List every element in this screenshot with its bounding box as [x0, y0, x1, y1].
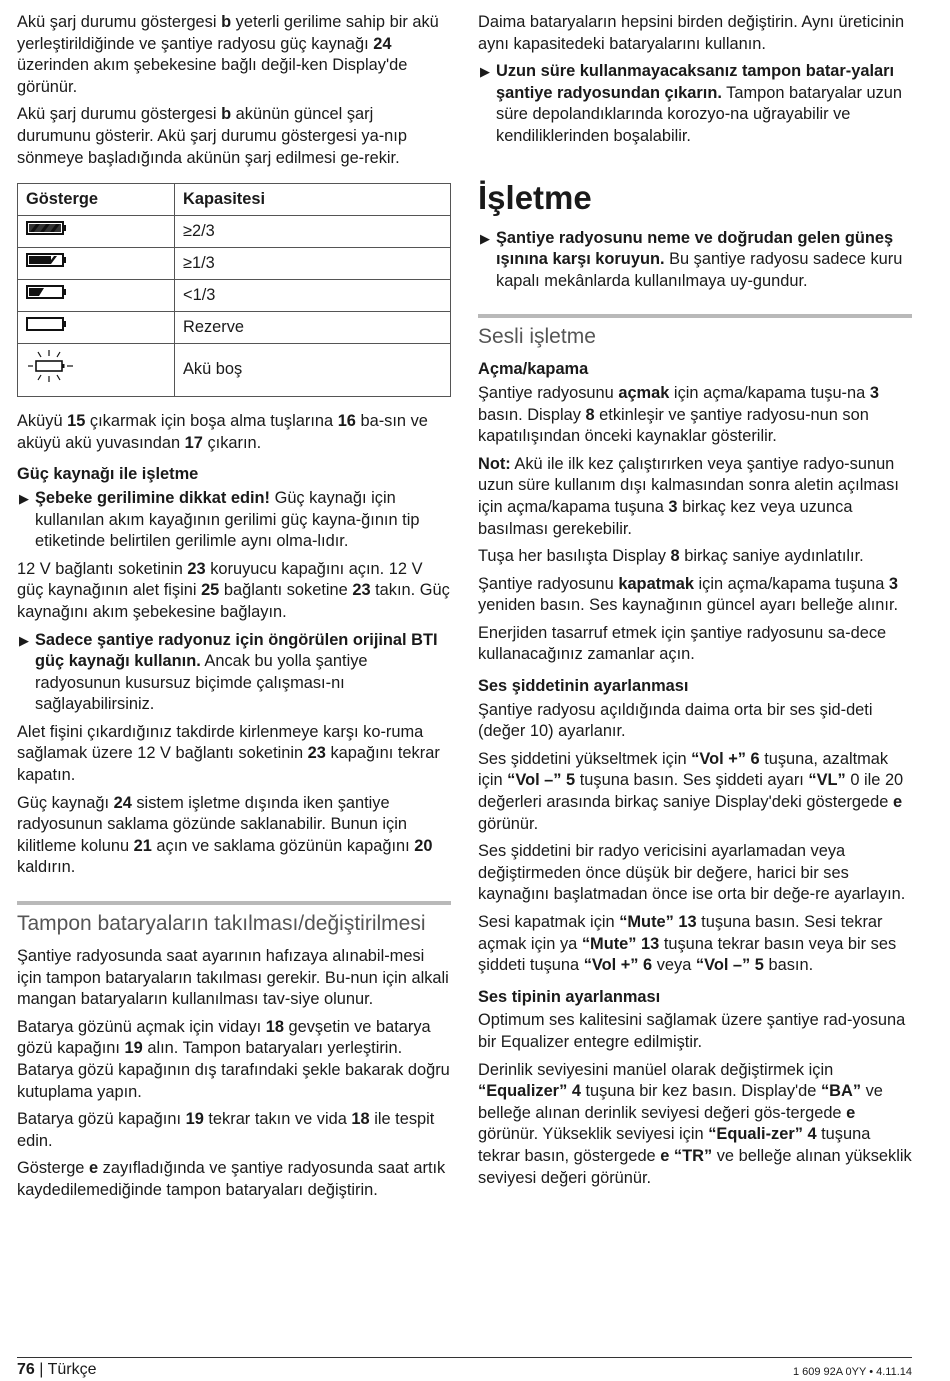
table-row	[18, 280, 451, 312]
footer-language: Türkçe	[47, 1361, 97, 1378]
paragraph: Alet fişini çıkardığınız takdirde kirlenmeye karşı ko-ruma sağlamak üzere 12 V bağlantı soketinin 23 kapağını tekrar kapatın.	[17, 722, 440, 785]
triangle-bullet-icon: ▶	[19, 490, 29, 506]
battery-full-icon	[26, 220, 68, 236]
table-header: Gösterge	[18, 184, 175, 216]
paragraph: Sesi kapatmak için “Mute” 13 tuşuna basın. Sesi tekrar açmak için ya “Mute” 13 tuşuna tekrar basın veya bir ses şiddeti tuşuna “Vol +” 6 veya “Vol –” 5 basın.	[478, 913, 897, 975]
paragraph: Şantiye radyosunda saat ayarının hafızaya alınabil-mesi için tampon bataryaların takılması gerekir. Bu-nun için alkali mangan bataryaların kullanılması tav-siye olunur.	[17, 947, 449, 1009]
table-header-row	[18, 184, 451, 216]
triangle-bullet-icon: ▶	[19, 632, 29, 648]
paragraph: Derinlik seviyesini manüel olarak değiştirmek için “Equalizer” 4 tuşuna bir kez basın. Display'de “BA” ve belleğe alınan derinlik seviyesi değeri gös-tergede e görünür. Yükseklik seviyesi için “Equali-zer” 4 tuşuna tekrar basın, göstergede e “TR” ve belleğe alınan yükseklik seviyesi değeri görünür.	[478, 1060, 912, 1187]
page-heading: İşletme	[478, 178, 592, 216]
table-header: Kapasitesi	[175, 184, 451, 216]
paragraph: Daima bataryaların hepsini birden değiştirin. Aynı üreticinin aynı kapasitedeki bataryalarını kullanın.	[478, 13, 905, 53]
footer-separator: |	[39, 1361, 44, 1378]
paragraph: Şantiye radyosunu açmak için açma/kapama tuşu-na 3 basın. Display 8 etkinleşir ve şantiye radyosu-nun son kapatılışından önceki kaynaklar gösterilir.	[478, 383, 879, 446]
footer-divider	[17, 1357, 912, 1358]
paragraph: Akü şarj durumu göstergesi b yeterli gerilime sahip bir akü yerleştirildiğinde ve şantiye radyosu güç kaynağı 24 üzerinden akım şebekesine bağlı değil-ken Display'de görünür.	[17, 13, 439, 96]
triangle-bullet-icon: ▶	[480, 64, 490, 80]
battery-empty-icon	[26, 316, 68, 332]
section-title: Sesli işletme	[478, 314, 912, 349]
bullet-item: ▶ Sadece şantiye radyonuz için öngörülen orijinal BTI güç kaynağı kullanın. Ancak bu yolla şantiye radyosunun kusursuz biçimde çalışması-nı sağlayabilirsiniz.	[19, 630, 438, 714]
paragraph: Gösterge e zayıfladığında ve şantiye radyosunda saat artık kaydedilemediğinde tampon bataryaları değiştirin.	[17, 1159, 446, 1199]
paragraph: Akü şarj durumu göstergesi b akünün güncel şarj durumunu gösterir. Akü şarj durumu göstergesi ya-nıp sönmeye başladığında akünün şarj edilmesi ge-rekir.	[17, 105, 407, 167]
paragraph: Not: Akü ile ilk kez çalıştırırken veya şantiye radyo-sunun uzun süre kullanım dışı kalmasından sonra aletin açılması için açma/kapama tuşuna 3 birkaç kez veya uzunca basılması gerekebilir.	[478, 454, 899, 538]
page-footer	[17, 1361, 96, 1379]
subheading: Ses tipinin ayarlanması	[478, 987, 661, 1006]
paragraph: Aküyü 15 çıkarmak için boşa alma tuşlarına 16 ba-sın ve aküyü akü yuvasından 17 çıkarın.	[17, 412, 428, 452]
paragraph: 12 V bağlantı soketinin 23 koruyucu kapağını açın. 12 V güç kaynağının alet fişini 25 bağlantı soketine 23 takın. Güç kaynağını akım şebekesine bağlayın.	[17, 559, 450, 621]
capacity-value: ≥1/3	[175, 248, 451, 280]
table-row	[18, 216, 451, 248]
bullet-item: ▶ Uzun süre kullanmayacaksanız tampon batar-yaları şantiye radyosundan çıkarın. Tampon bataryalar uzun süre depolandıklarında korozyo-na uğrayabilir ve kendiliklerinden boşalabilir.	[480, 62, 903, 145]
bullet-item: ▶ Şantiye radyosunu neme ve doğrudan gelen güneş ışınına karşı koruyun. Bu şantiye radyosu sadece kuru kapalı mekânlarda kullanılmaya uy-gundur.	[480, 228, 903, 290]
paragraph: Optimum ses kalitesini sağlamak üzere şantiye rad-yosuna bir Equalizer entegre edilmiştir.	[478, 1011, 906, 1051]
capacity-value: Akü boş	[175, 344, 451, 397]
subheading: Ses şiddetinin ayarlanması	[478, 677, 689, 696]
paragraph: Güç kaynağı 24 sistem işletme dışında iken şantiye radyosunun saklama gözünde saklanabilir. Bunun için kilitleme kolunu 21 açın ve saklama gözünün kapağını 20 kaldırın.	[17, 793, 433, 877]
battery-blinking-icon	[26, 347, 76, 387]
table-row	[18, 344, 451, 397]
paragraph: Şantiye radyosunu kapatmak için açma/kapama tuşuna 3 yeniden basın. Ses kaynağının güncel ayarı belleğe alınır.	[478, 574, 899, 615]
section-title: Tampon bataryaların takılması/değiştirilmesi	[17, 901, 451, 936]
page-number: 76	[17, 1361, 35, 1378]
subheading: Açma/kapama	[478, 360, 589, 379]
capacity-value: ≥2/3	[175, 216, 451, 248]
paragraph: Ses şiddetini yükseltmek için “Vol +” 6 tuşuna, azaltmak için “Vol –” 5 tuşuna basın. Ses şiddeti ayarı “VL” 0 ile 20 değerleri arasında birkaç saniye Display'deki göstergede e görünür.	[478, 749, 904, 833]
paragraph: Batarya gözü kapağını 19 tekrar takın ve vida 18 ile tespit edin.	[17, 1110, 435, 1150]
triangle-bullet-icon: ▶	[480, 230, 490, 246]
capacity-value: <1/3	[175, 280, 451, 312]
battery-one-third-icon	[26, 284, 68, 300]
paragraph: Enerjiden tasarruf etmek için şantiye radyosunu sa-dece kullanacağınız zamanlar açın.	[478, 623, 887, 664]
paragraph: Tuşa her basılışta Display 8 birkaç saniye aydınlatılır.	[478, 547, 864, 566]
paragraph: Ses şiddetini bir radyo vericisini ayarlamadan veya değiştirmeden önce düşük bir değere, harici bir ses kaynağını başlatmadan önce ise orta bir değe-re ayarlayın.	[478, 842, 906, 904]
bullet-item: ▶ Şebeke gerilimine dikkat edin! Güç kaynağı için kullanılan akım kayağının gerilimi güç kayna-ğının tip etiketinde belirtilen gerilimle aynı olma-lıdır.	[19, 488, 420, 551]
paragraph: Batarya gözünü açmak için vidayı 18 gevşetin ve batarya gözü kapağını 19 alın. Tampon bataryaları yerleştirin. Batarya gözü kapağının dış tarafındaki şekle bakarak doğru kutuplama yapın.	[17, 1017, 450, 1101]
table-row	[18, 312, 451, 344]
battery-two-thirds-icon	[26, 252, 68, 268]
right-column	[478, 12, 912, 1195]
subheading: Güç kaynağı ile işletme	[17, 465, 199, 484]
capacity-value: Rezerve	[175, 312, 451, 344]
left-column	[17, 12, 451, 1208]
paragraph: Şantiye radyosu açıldığında daima orta bir ses şid-deti (değer 10) ayarlanır.	[478, 700, 873, 741]
table-row	[18, 248, 451, 280]
battery-status-table	[17, 183, 451, 397]
document-code: 1 609 92A 0YY • 4.11.14	[792, 1366, 912, 1378]
